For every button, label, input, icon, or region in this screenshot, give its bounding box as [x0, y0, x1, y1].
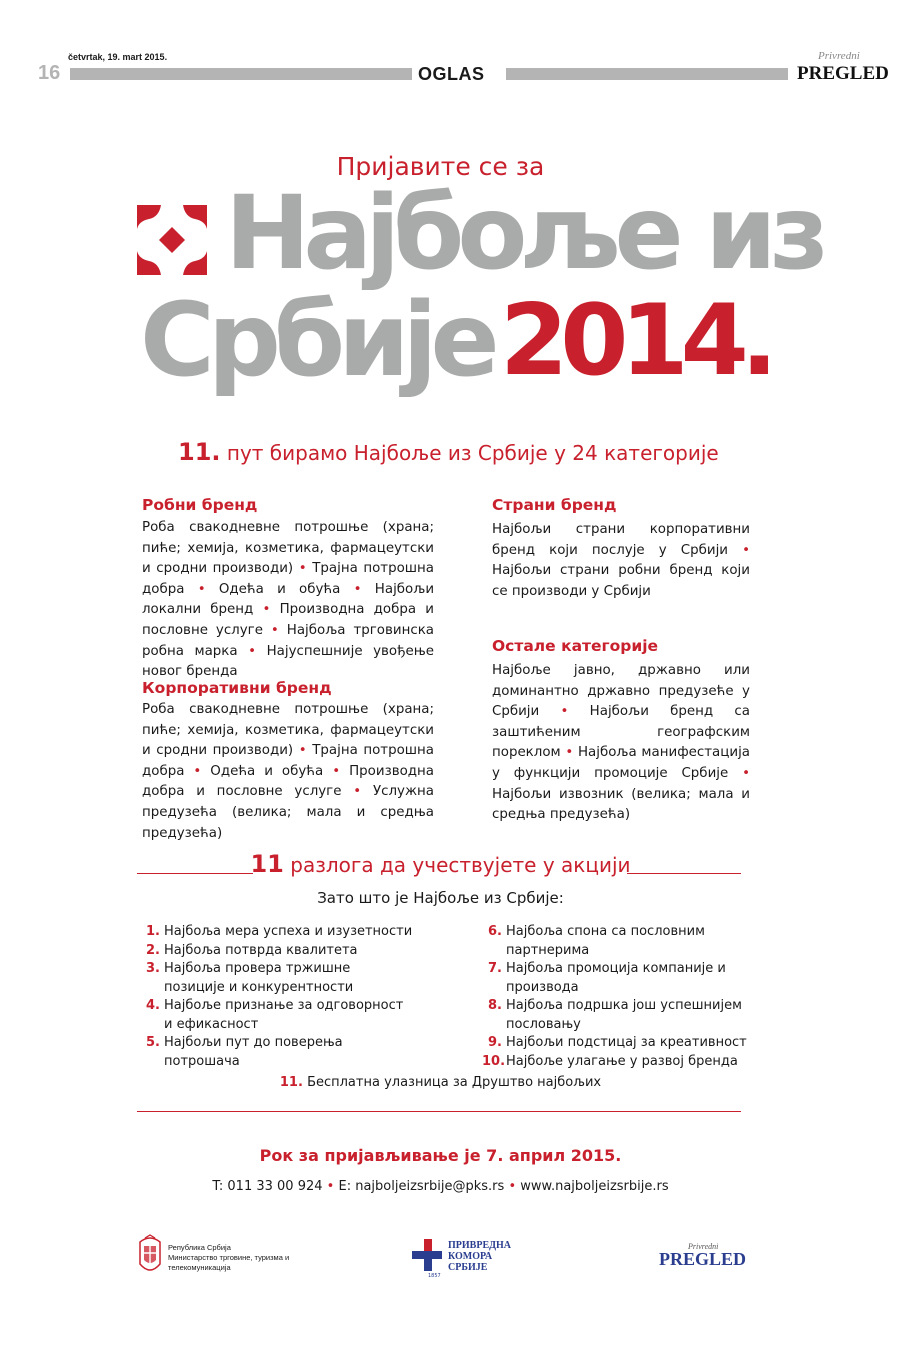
email-link[interactable]: E: najboljeizsrbije@pks.rs	[338, 1179, 505, 1194]
chamber-name: ПРИВРЕДНА КОМОРА СРБИЈЕ	[448, 1240, 511, 1273]
page-number: 16	[38, 62, 61, 84]
intro-text: Пријавите се за	[336, 152, 545, 181]
header-bar-left	[70, 68, 412, 80]
list-item: 4. Најбоље признање за одговорност и ефикасност	[146, 998, 404, 1032]
list-item: 8. Најбоља подршка још успешнијем пословању	[488, 998, 742, 1032]
footer-masthead-main: PREGLED	[659, 1249, 747, 1269]
contacts: T: 011 33 00 924 • E: najboljeizsrbije@pks.rs • www.najboljeizsrbije.rs	[212, 1179, 669, 1194]
ministry-name: Република Србија Министарство трговине, туризма и телекомуникација	[168, 1243, 290, 1272]
robni-text: Роба свакодневне потрошње (храна; пиће; хемија, козметика, фармацеутски и сродни производи) • Трајна потрошна добра • Одећа и обућа • Најбољи локални бренд • Производна добра и пословне услуге • Најбоља трговинска робна марка • Најуспешније увођење новог бренда	[142, 520, 435, 680]
logo-year: 2014.	[500, 284, 770, 398]
reasons-list-right	[482, 923, 748, 1071]
chamber-year: 1857	[428, 1273, 441, 1279]
reasons-title-text: разлога да учествујете у акцији	[283, 853, 631, 877]
reasons-title	[0, 850, 881, 878]
list-item: 1. Најбоља мера успеха и изузетности	[146, 924, 413, 939]
logo-line-1: Најбоље из	[225, 174, 822, 293]
masthead-main: PREGLED	[797, 63, 889, 84]
issue-date: četvrtak, 19. mart 2015.	[68, 52, 168, 62]
ostale-title: Остале категорије	[492, 637, 659, 655]
ostale-text: Најбоље јавно, државно или доминантно државно предузеће у Србији • Најбољи бренд са заштићеним географским пореклом • Најбоља манифестација у функцији промоције Србије • Најбољи извозник (велика; мала и средња предузећа)	[492, 663, 750, 823]
subtitle-number: 11.	[178, 438, 221, 466]
list-item: 5. Најбољи пут до поверења потрошача	[146, 1035, 343, 1069]
strani-text: Најбољи страни корпоративни бренд који послује у Србији • Најбољи страни робни бренд који се производи у Србији	[492, 522, 750, 599]
rule-bottom	[137, 1111, 741, 1112]
header-bar-right	[506, 68, 788, 80]
serbia-coat-of-arms-icon	[136, 1234, 164, 1278]
reasons-subtitle: Зато што је Најбоље из Србије:	[317, 889, 564, 907]
masthead-top: Privredni	[818, 50, 860, 62]
reason-11: 11. Бесплатна улазница за Друштво најбољих	[279, 1075, 602, 1090]
list-item: 7. Најбоља промоција компаније и производа	[488, 961, 726, 995]
list-item: 6. Најбоља спона са пословним партнерима	[488, 924, 705, 958]
deadline: Рок за пријављивање је 7. април 2015.	[259, 1146, 622, 1165]
strani-title: Страни бренд	[492, 496, 617, 514]
korporativni-title: Корпоративни бренд	[142, 679, 332, 697]
list-item: 9. Најбољи подстицај за креативност	[488, 1035, 747, 1050]
award-mark-icon	[137, 205, 207, 275]
reasons-title-number: 11	[250, 850, 284, 878]
phone: T: 011 33 00 924	[212, 1179, 323, 1194]
reasons-list-left	[146, 923, 421, 1071]
chamber-logo-icon	[410, 1237, 444, 1277]
list-item: 2. Најбоља потврда квалитета	[146, 942, 358, 958]
list-item: 3. Најбоља провера тржишне позиције и конкурентности	[146, 961, 354, 995]
subtitle-text: пут бирамо Најбоље из Србије у 24 категорије	[220, 441, 719, 465]
list-item: 10. Најбоље улагање у развој бренда	[482, 1053, 738, 1069]
footer-masthead-top: Privredni	[688, 1242, 719, 1251]
korporativni-text: Роба свакодневне потрошње (храна; пиће; хемија, козметика, фармацеутски и сродни производи) • Трајна потрошна добра • Одећа и обућа • Производна добра и пословне услуге • Услужна предузећа (велика; мала и средња предузећа)	[142, 702, 435, 841]
subtitle	[178, 438, 719, 466]
section-label: OGLAS	[418, 64, 485, 84]
website-link[interactable]: www.najboljeizsrbije.rs	[520, 1179, 669, 1194]
logo-line-2: Србије	[140, 281, 493, 400]
robni-title: Робни бренд	[142, 496, 258, 514]
